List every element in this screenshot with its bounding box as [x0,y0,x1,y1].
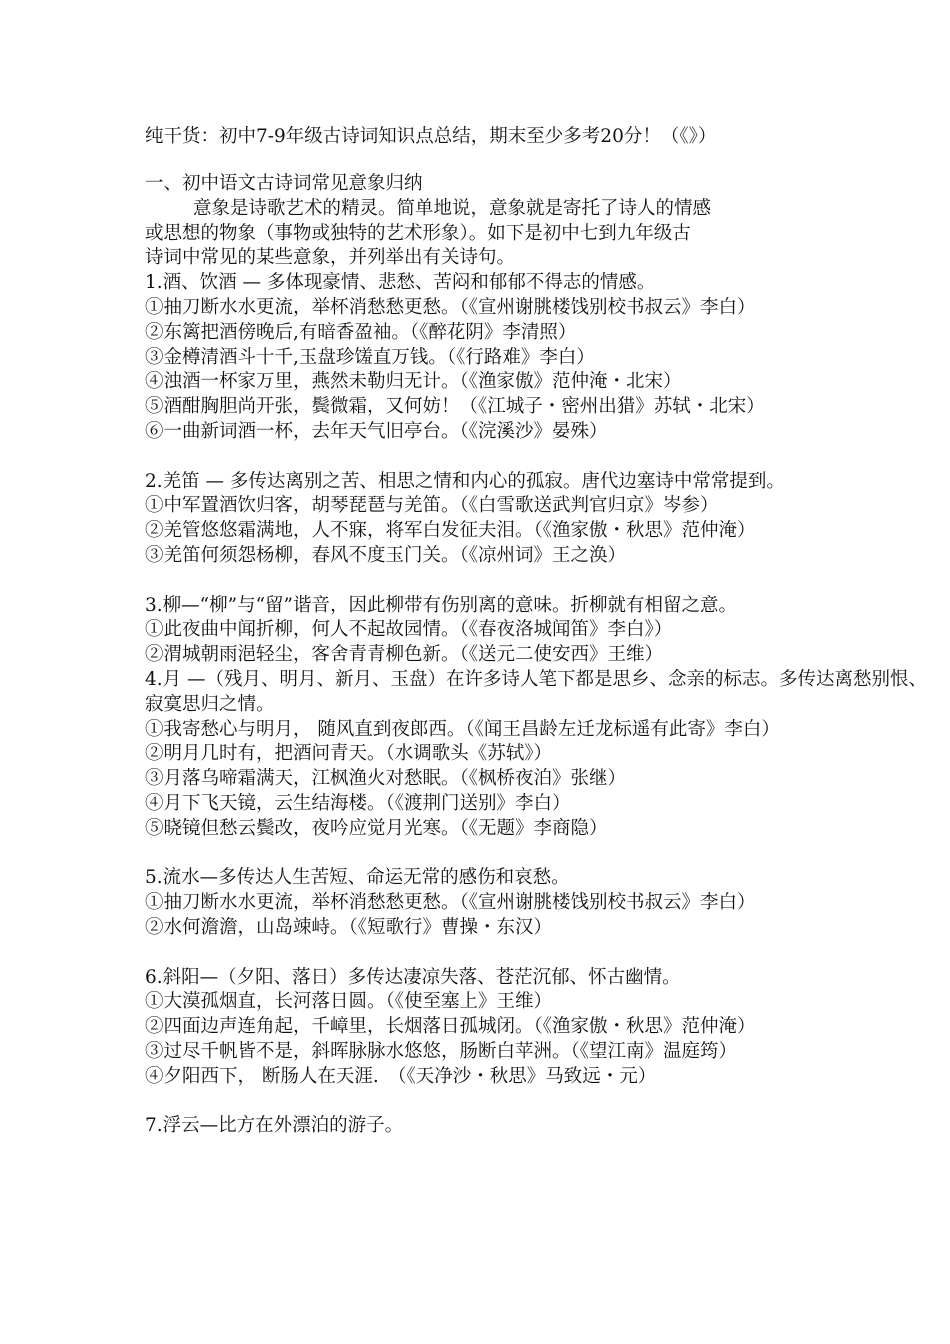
poem-line: ③过尽千帆皆不是，斜晖脉脉水悠悠，肠断白苹洲。（《望江南》温庭筠） [145,1040,738,1062]
spacer [145,941,935,966]
group-heading-sunset: 6.斜阳—（夕阳、落日）多传达凄凉失落、苍茫沉郁、怀古幽情。 [145,966,681,988]
group-heading-willow: 3.柳—“柳”与“留”谐音，因此柳带有伤别离的意味。折柳就有相留之意。 [145,594,737,616]
poem-line: ④浊酒一杯家万里，燕然未勒归无计。（《渔家傲》范仲淹・北宋） [145,371,682,393]
poem-line: ③月落乌啼霜满天，江枫渔火对愁眠。（《枫桥夜泊》张继） [145,768,627,790]
intro-line: 或思想的物象（事物或独特的艺术形象）。如下是初中七到九年级古 [145,222,691,244]
poem-line: ①中军置酒饮归客，胡琴琵琶与羌笛。（《白雪歌送武判官归京》岑参） [145,495,719,517]
poem-line: ①大漠孤烟直，长河落日圆。（《使至塞上》王维） [145,991,553,1013]
poem-line: ③金樽清酒斗十千,玉盘珍馐直万钱。（《行路难》李白） [145,346,595,368]
poem-line: ①我寄愁心与明月， 随风直到夜郎西。（《闻王昌龄左迁龙标遥有此寄》李白） [145,718,780,740]
poem-line: ⑤酒酣胸胆尚开张，鬓微霜，又何妨！（《江城子・密州出猎》苏轼・北宋） [145,396,765,418]
poem-line: ④月下飞天镜，云生结海楼。（《渡荆门送别》李白） [145,792,571,814]
spacer [145,569,935,594]
poem-line: ③羌笛何须怨杨柳，春风不度玉门关。（《凉州词》王之涣） [145,544,627,566]
section-heading: 一、初中语文古诗词常见意象归纳 [145,173,423,194]
group-heading-cloud: 7.浮云—比方在外漂泊的游子。 [145,1115,404,1137]
group-heading-wine: 1.酒、饮酒 — 多体现豪情、悲愁、苦闷和郁郁不得志的情感。 [145,272,656,294]
intro-line: 诗词中常见的某些意象，并列举出有关诗句。 [145,247,516,269]
spacer [145,445,935,470]
poem-line: ②渭城朝雨浥轻尘，客舍青青柳色新。（《送元二使安西》王维） [145,644,664,666]
poem-line: ②羌管悠悠霜满地，人不寐，将军白发征夫泪。（《渔家傲・秋思》范仲淹） [145,520,756,542]
poem-line: ④夕阳西下， 断肠人在天涯. （《天净沙・秋思》马致远・元） [145,1065,657,1087]
spacer [145,842,935,867]
poem-line: ①抽刀断水水更流，举杯消愁愁更愁。（《宣州谢朓楼饯别校书叔云》李白） [145,296,756,318]
poem-line: ⑤晓镜但愁云鬓改，夜吟应觉月光寒。（《无题》李商隐） [145,817,608,839]
group-heading-water: 5.流水—多传达人生苦短、命运无常的感伤和哀愁。 [145,867,570,889]
poem-line: ①此夜曲中闻折柳，何人不起故园情。（《春夜洛城闻笛》李白》） [145,619,673,641]
poem-line: ②东篱把酒傍晚后,有暗香盈袖。（《醉花阴》李清照） [145,321,577,343]
group-heading-qiangdi: 2.羌笛 — 多传达离别之苦、相思之情和内心的孤寂。唐代边塞诗中常常提到。 [145,470,785,492]
document-body [145,172,935,1139]
poem-line: ②四面边声连角起，千嶂里，长烟落日孤城闭。（《渔家傲・秋思》范仲淹） [145,1016,756,1038]
poem-line: ①抽刀断水水更流，举杯消愁愁更愁。（《宣州谢朓楼饯别校书叔云》李白） [145,892,756,914]
document-title: 纯干货：初中7-9年级古诗词知识点总结，期末至少多考20分！（《》） [145,126,717,147]
group-heading-moon: 4.月 —（残月、明月、新月、玉盘）在许多诗人笔下都是思乡、念亲的标志。多传达离愁别恨、寂寞思归之情。 [145,668,928,715]
poem-line: ②水何澹澹，山岛竦峙。（《短歌行》曹操・东汉） [145,916,553,938]
poem-line: ②明月几时有，把酒问青天。（水调歌头《苏轼》） [145,743,553,765]
poem-line: ⑥一曲新词酒一杯，去年天气旧亭台。（《浣溪沙》晏殊） [145,420,608,442]
intro-line: 意象是诗歌艺术的精灵。简单地说，意象就是寄托了诗人的情感 [193,197,712,219]
spacer [145,1089,935,1114]
